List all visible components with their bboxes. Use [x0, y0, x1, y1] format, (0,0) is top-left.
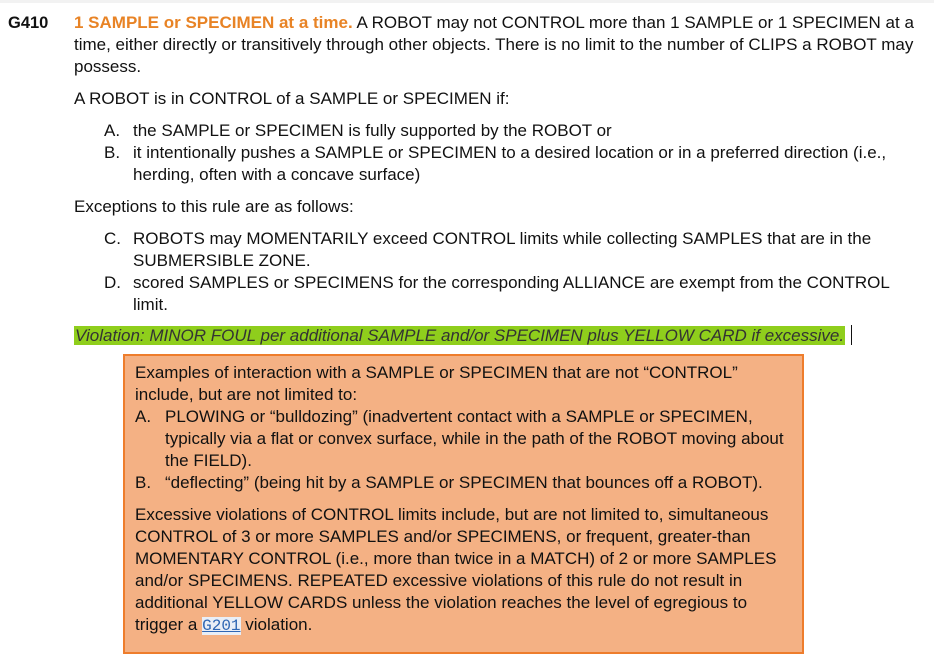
list-item [74, 228, 919, 272]
violation-line[interactable] [74, 325, 919, 347]
list-item [74, 272, 919, 316]
examples-note-box [123, 354, 804, 654]
control-list [74, 120, 919, 186]
control-lead: A ROBOT is in CONTROL of a SAMPLE or SPECIMEN if: [74, 89, 510, 108]
list-item-text: ROBOTS may MOMENTARILY exceed CONTROL limits while collecting SAMPLES that are in the SUBMERSIBLE ZONE. [133, 229, 872, 270]
rule-intro-text: A ROBOT may not CONTROL more than 1 SAMPLE or 1 SPECIMEN at a time, either directly or transitively through other objects. There is no limit to the number of CLIPS a ROBOT may possess. [74, 13, 914, 76]
list-item-text: it intentionally pushes a SAMPLE or SPECIMEN to a desired location or in a preferred direction (i.e., herding, often with a concave surface) [133, 143, 887, 184]
top-divider [0, 0, 934, 3]
excessive-text: Excessive violations of CONTROL limits include, but are not limited to, simultaneous CONTROL of 3 or more SAMPLES and/or SPECIMENS, or frequent, greater-than MOMENTARY CONTROL (i.e., more than twice in a MATCH) of 2 or more SAMPLES and/or SPECIMENS. REPEATED excessive violations of this rule do not result in additional YELLOW CARDS unless the violation reaches the level of egregious to trigger a [135, 505, 777, 634]
rule-g201-link[interactable]: G201 [202, 617, 241, 635]
list-item [74, 142, 919, 186]
exceptions-list [74, 228, 919, 316]
list-item-letter: B. [135, 473, 152, 492]
violation-text[interactable]: Violation: MINOR FOUL per additional SAMPLE and/or SPECIMEN plus YELLOW CARD if excessive. [75, 326, 845, 345]
list-item-letter: C. [104, 229, 121, 248]
exceptions-lead: Exceptions to this rule are as follows: [74, 197, 354, 216]
text-cursor [851, 325, 852, 345]
list-item-text: the SAMPLE or SPECIMEN is fully supported by the ROBOT or [133, 121, 612, 140]
list-item [135, 406, 792, 472]
list-item [74, 120, 919, 142]
rule-body [74, 12, 919, 347]
note-lead: Examples of interaction with a SAMPLE or SPECIMEN that are not “CONTROL” include, but are not limited to: [135, 363, 738, 404]
list-item-letter: D. [104, 273, 121, 292]
list-item-text: PLOWING or “bulldozing” (inadvertent contact with a SAMPLE or SPECIMEN, typically via a flat or convex surface, while in the path of the ROBOT moving about the FIELD). [165, 407, 784, 470]
excessive-paragraph [135, 504, 792, 637]
list-item-letter: A. [135, 407, 152, 426]
rule-number: G410 [8, 14, 49, 32]
note-list [135, 406, 792, 494]
list-item-text: “deflecting” (being hit by a SAMPLE or SPECIMEN that bounces off a ROBOT). [165, 473, 763, 492]
list-item-letter: B. [104, 143, 121, 162]
excessive-tail: violation. [240, 615, 313, 634]
list-item-letter: A. [104, 121, 121, 140]
list-item-text: scored SAMPLES or SPECIMENS for the corresponding ALLIANCE are exempt from the CONTROL limit. [133, 273, 890, 314]
list-item [135, 472, 792, 494]
rule-intro-paragraph [74, 12, 919, 78]
rule-title: 1 SAMPLE or SPECIMEN at a time. [74, 13, 353, 32]
